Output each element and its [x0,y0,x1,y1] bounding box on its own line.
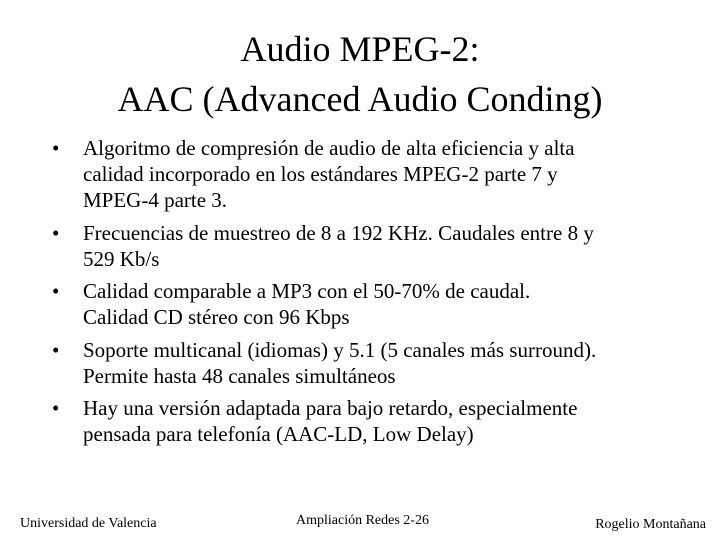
bullet-3-line-1: Calidad comparable a MP3 con el 50-70% de caudal. [83,279,531,303]
bullet-2-line-1: Frecuencias de muestreo de 8 a 192 KHz. Caudales entre 8 y [83,220,594,245]
bullet-icon: • [52,337,60,362]
title-line-1: Audio MPEG-2: [240,29,480,69]
bullet-icon: • [52,136,60,160]
bullet-icon: • [52,396,60,420]
bullet-item-3 [52,278,682,330]
bullet-item-4 [52,337,682,389]
bullet-icon: • [52,279,60,303]
bullet-item-1 [52,135,682,213]
bullet-icon: • [52,220,60,245]
bullet-3-line-2: Calidad CD stéreo con 96 Kbps [83,305,350,329]
bullet-item-5 [52,395,682,447]
footer-university: Universidad de Valencia [20,516,157,531]
bullet-1-line-2: calidad incorporado en los estándares MPEG-2 parte 7 y [83,162,558,186]
bullet-5-line-1: Hay una versión adaptada para bajo retardo, especialmente [83,396,578,420]
slide-title [20,24,700,124]
bullet-item-2 [52,220,682,272]
title-line-2: AAC (Advanced Audio Conding) [117,79,603,119]
bullet-4-line-2: Permite hasta 48 canales simultáneos [83,363,396,388]
bullet-1-line-3: MPEG-4 parte 3. [83,188,228,212]
bullet-5-line-2: pensada para telefonía (AAC-LD, Low Delay) [83,422,474,446]
bullet-2-line-2: 529 Kb/s [83,246,160,271]
footer-author: Rogelio Montañana [595,517,706,532]
footer-course-page: Ampliación Redes 2-26 [296,513,429,528]
bullet-1-line-1: Algoritmo de compresión de audio de alta eficiencia y alta [83,136,575,160]
bullet-4-line-1: Soporte multicanal (idiomas) y 5.1 (5 canales más surround). [83,337,597,362]
bullet-list [52,135,682,454]
